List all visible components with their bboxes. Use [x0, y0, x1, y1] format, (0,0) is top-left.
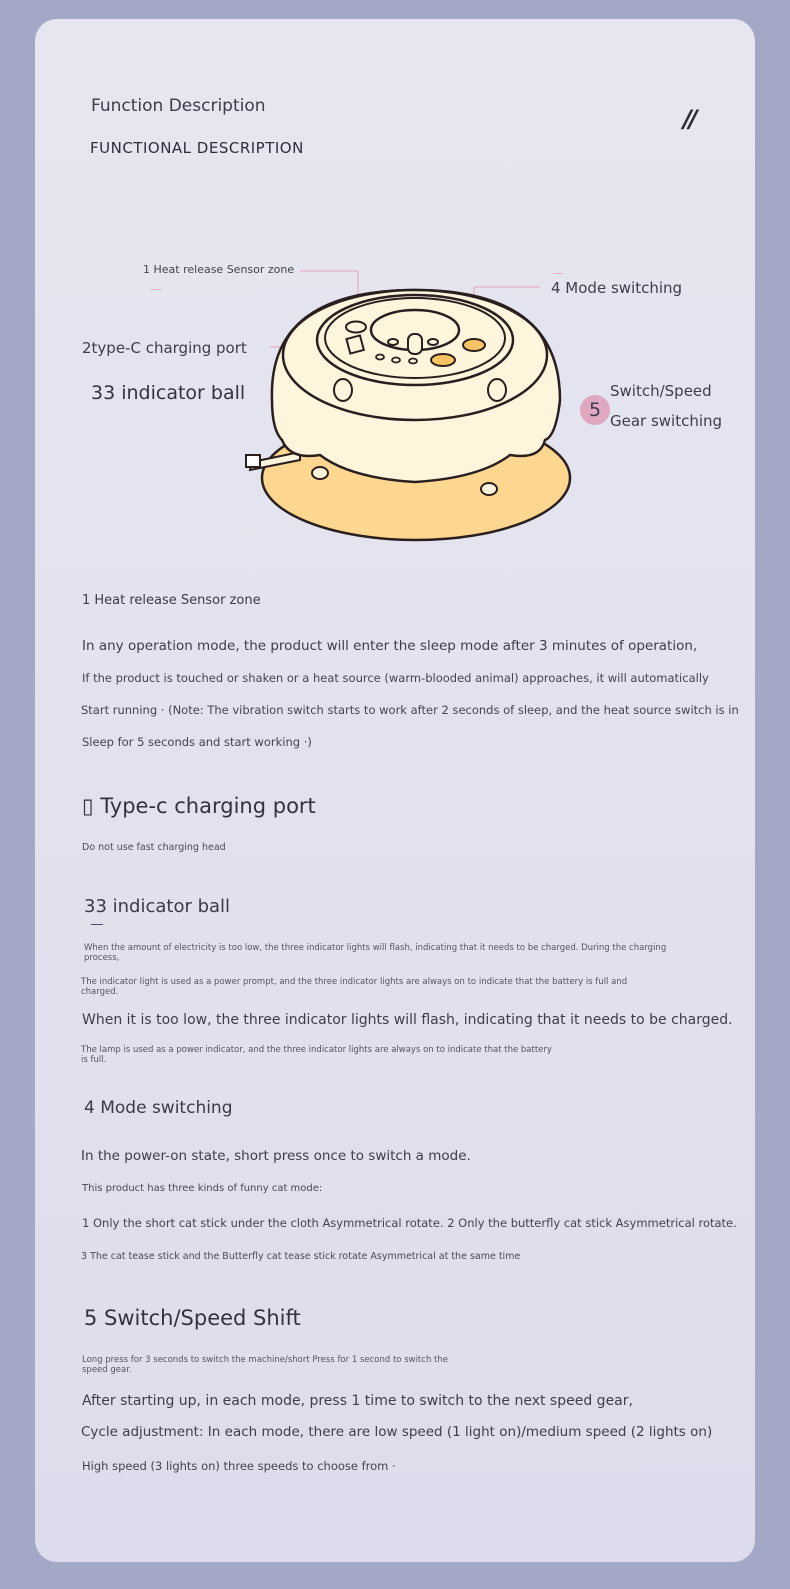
page-subtitle: FUNCTIONAL DESCRIPTION	[90, 139, 304, 157]
section2-heading: ▯ Type-c charging port	[82, 794, 316, 818]
section3-paragraph: The lamp is used as a power indicator, and the three indicator lights are always on to indicate that the battery is full.	[81, 1045, 552, 1065]
section5-paragraph: High speed (3 lights on) three speeds to choose from ·	[82, 1459, 396, 1473]
section4-paragraph: This product has three kinds of funny cat mode:	[82, 1183, 323, 1194]
callout-charging-port: 2type-C charging port	[82, 339, 247, 357]
section5-paragraph: Cycle adjustment: In each mode, there are low speed (1 light on)/medium speed (2 lights on)	[81, 1424, 713, 1440]
pink-dash	[553, 273, 563, 274]
section5-paragraph: After starting up, in each mode, press 1 time to switch to the next speed gear,	[82, 1393, 633, 1409]
power-button	[431, 354, 455, 366]
indicator-light-3	[409, 359, 417, 364]
section5-paragraph: Long press for 3 seconds to switch the machine/short Press for 1 second to switch the speed gear.	[82, 1355, 448, 1375]
content-card	[35, 19, 755, 1562]
section4-paragraph: 3 The cat tease stick and the Butterfly cat tease stick rotate Asymmetrical at the same time	[81, 1251, 521, 1262]
callout-gear-switching: Gear switching	[610, 412, 723, 430]
section3-heading: 33 indicator ball	[84, 896, 231, 917]
section4-heading: 4 Mode switching	[84, 1098, 233, 1118]
section2-paragraph: Do not use fast charging head	[82, 842, 226, 853]
section3-paragraph: When the amount of electricity is too low, the three indicator lights will flash, indicating that it needs to be charged. During the charging process,	[84, 943, 667, 963]
slash-decoration: //	[683, 105, 695, 133]
heading-underline	[91, 924, 103, 925]
section1-heading: 1 Heat release Sensor zone	[82, 593, 261, 608]
page-title: Function Description	[91, 96, 266, 116]
section4-paragraph: In the power-on state, short press once to switch a mode.	[81, 1148, 471, 1164]
indicator-light-1	[376, 355, 384, 360]
callout-mode-switching: 4 Mode switching	[551, 279, 683, 297]
callout-heat-sensor: 1 Heat release Sensor zone	[143, 263, 295, 276]
section3-paragraph: When it is too low, the three indicator lights will flash, indicating that it needs to be charged.	[82, 1012, 733, 1028]
cat-toy-device-illustration	[230, 270, 590, 560]
section1-paragraph: If the product is touched or shaken or a heat source (warm-blooded animal) approaches, it will automatically	[82, 671, 709, 685]
section1-paragraph: In any operation mode, the product will enter the sleep mode after 3 minutes of operation,	[82, 638, 698, 654]
section1-paragraph: Start running · (Note: The vibration switch starts to work after 2 seconds of sleep, and the heat source switch is in	[81, 703, 739, 717]
section5-heading: 5 Switch/Speed Shift	[84, 1306, 301, 1330]
type-c-port	[346, 335, 363, 353]
section4-paragraph: 1 Only the short cat stick under the cloth Asymmetrical rotate. 2 Only the butterfly cat stick Asymmetrical rotate.	[82, 1216, 737, 1230]
callout-switch-speed: Switch/Speed	[610, 382, 712, 400]
mode-button	[463, 339, 485, 351]
section1-paragraph: Sleep for 5 seconds and start working ·)	[82, 735, 312, 749]
section3-paragraph: The indicator light is used as a power prompt, and the three indicator lights are always on to indicate that the battery is full and charged.	[81, 977, 628, 997]
indicator-light-2	[392, 358, 400, 363]
pink-dash	[151, 289, 161, 290]
callout-indicator-ball: 33 indicator ball	[91, 382, 246, 404]
callout-number-badge: 5	[580, 395, 610, 425]
